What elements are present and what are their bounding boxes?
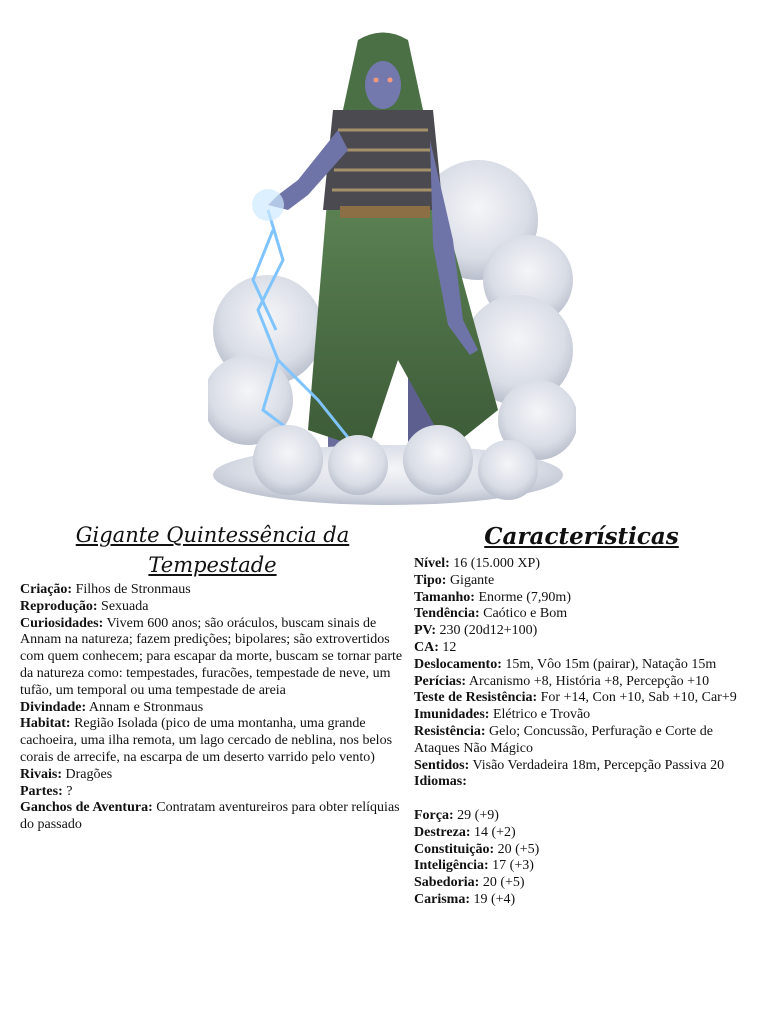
stat-row (414, 707, 749, 724)
lore-row-value: Dragões (65, 766, 113, 782)
lore-row (20, 716, 405, 766)
stat-row-label: Imunidades: (414, 707, 490, 723)
attribute-row (414, 892, 749, 909)
stat-row (414, 640, 749, 657)
stat-row-value: 12 (442, 639, 457, 655)
attribute-row-value: 29 (+9) (457, 807, 499, 823)
lore-row-value: Filhos de Stronmaus (75, 582, 191, 597)
attribute-row-label: Destreza: (414, 824, 471, 840)
stat-row (414, 674, 749, 691)
stat-row-label: CA: (414, 639, 439, 655)
stat-row (414, 657, 749, 674)
lore-row-label: Curiosidades: (20, 615, 104, 631)
stat-row-label: Teste de Resistência: (414, 690, 538, 706)
lore-row-value: Annam e Stronmaus (88, 699, 204, 715)
attribute-row-label: Força: (414, 807, 454, 823)
stat-row-label: Tipo: (414, 572, 447, 588)
giant-armor (323, 110, 443, 210)
stat-row-value: Gigante (449, 572, 495, 588)
stat-row-label: Tamanho: (414, 589, 475, 605)
lore-row (20, 784, 405, 801)
attribute-row (414, 875, 749, 892)
lore-row-label: Partes: (20, 783, 63, 799)
lore-row-label: Rivais: (20, 766, 62, 782)
lore-row-label: Ganchos de Aventura: (20, 800, 153, 816)
stat-row (414, 623, 749, 640)
stat-row-value: 16 (15.000 XP) (453, 556, 540, 571)
stat-row-value: Visão Verdadeira 18m, Percepção Passiva 20 (472, 757, 725, 773)
lore-row (20, 800, 405, 834)
stat-row-label: Deslocamento: (414, 656, 502, 672)
stats-column (414, 520, 749, 909)
stat-row (414, 774, 749, 791)
lore-row-label: Habitat: (20, 716, 71, 732)
lore-row (20, 700, 405, 717)
lore-row-value: ? (66, 783, 73, 799)
stat-row-label: PV: (414, 623, 437, 639)
spacer (414, 791, 749, 808)
stat-row-label: Sentidos: (414, 757, 470, 773)
stat-row (414, 690, 749, 707)
attribute-row (414, 858, 749, 875)
stat-row-value: Gelo; Concussão, Perfuração e Corte de Ataques Não Mágico (414, 723, 713, 756)
creature-title: Gigante Quintessência da Tempestade (75, 523, 350, 577)
storm-giant-image (208, 30, 576, 505)
attribute-row-value: 17 (+3) (492, 858, 534, 874)
giant-illustration (208, 30, 576, 505)
attribute-row-value: 20 (+5) (482, 875, 525, 891)
stat-row-label: Tendência: (414, 606, 480, 622)
attributes-list (414, 808, 749, 909)
stats-list (414, 556, 749, 791)
stat-row-value: Elétrico e Trovão (492, 707, 591, 723)
lore-list (20, 582, 405, 834)
lore-row-value: Região Isolada (pico de uma montanha, uma grande cachoeira, uma ilha remota, um lago cercado de neblina, nos belos corais de arrecife, na escarpa de um deserto varrido pelo vento) (20, 716, 393, 765)
stat-row-value: Arcanismo +8, História +8, Percepção +10 (468, 673, 710, 689)
stat-row-value: Caótico e Bom (483, 606, 568, 622)
lore-row-value: Vivem 600 anos; são oráculos, buscam sinais de Annam na natureza; fazem predições; bipolares; são extrovertidos com quem conhecem; para escapar da morte, buscam se tornar parte da natureza como: tempestades, furacões, tempestade de neve, um tufão, um temporal ou uma tempestade de areia (20, 615, 403, 698)
stat-row-value: 230 (20d12+100) (439, 623, 538, 639)
attribute-row-label: Inteligência: (414, 858, 489, 874)
attribute-row-label: Carisma: (414, 891, 470, 907)
stat-row (414, 573, 749, 590)
stat-row (414, 590, 749, 607)
stat-row-label: Nível: (414, 556, 450, 571)
lore-row-label: Divindade: (20, 699, 87, 715)
stat-row-label: Idiomas: (414, 774, 467, 790)
attribute-row-value: 19 (+4) (473, 891, 516, 907)
attribute-row (414, 842, 749, 859)
attribute-row-label: Sabedoria: (414, 875, 480, 891)
lore-row (20, 616, 405, 700)
attribute-row (414, 808, 749, 825)
stat-row (414, 556, 749, 573)
lore-row (20, 599, 405, 616)
stats-title: Características (484, 523, 679, 550)
lore-row-label: Criação: (20, 582, 73, 597)
stat-row-label: Perícias: (414, 673, 467, 689)
lore-column (20, 520, 405, 834)
lore-row (20, 767, 405, 784)
stat-row (414, 606, 749, 623)
attribute-row-value: 20 (+5) (497, 841, 540, 857)
stat-row-value: Enorme (7,90m) (478, 589, 571, 605)
attribute-row-label: Constituição: (414, 841, 495, 857)
stat-row (414, 724, 749, 758)
lore-row-value: Sexuada (101, 598, 149, 614)
stat-row-value: For +14, Con +10, Sab +10, Car+9 (540, 690, 737, 706)
lore-row-label: Reprodução: (20, 598, 98, 614)
attribute-row (414, 825, 749, 842)
stat-row-label: Resistência: (414, 723, 486, 739)
lore-row (20, 582, 405, 599)
stat-row (414, 758, 749, 775)
lore-row-value: Contratam aventureiros para obter relíquias do passado (20, 800, 400, 833)
stat-row-value: 15m, Vôo 15m (pairar), Natação 15m (505, 656, 717, 672)
attribute-row-value: 14 (+2) (474, 824, 516, 840)
